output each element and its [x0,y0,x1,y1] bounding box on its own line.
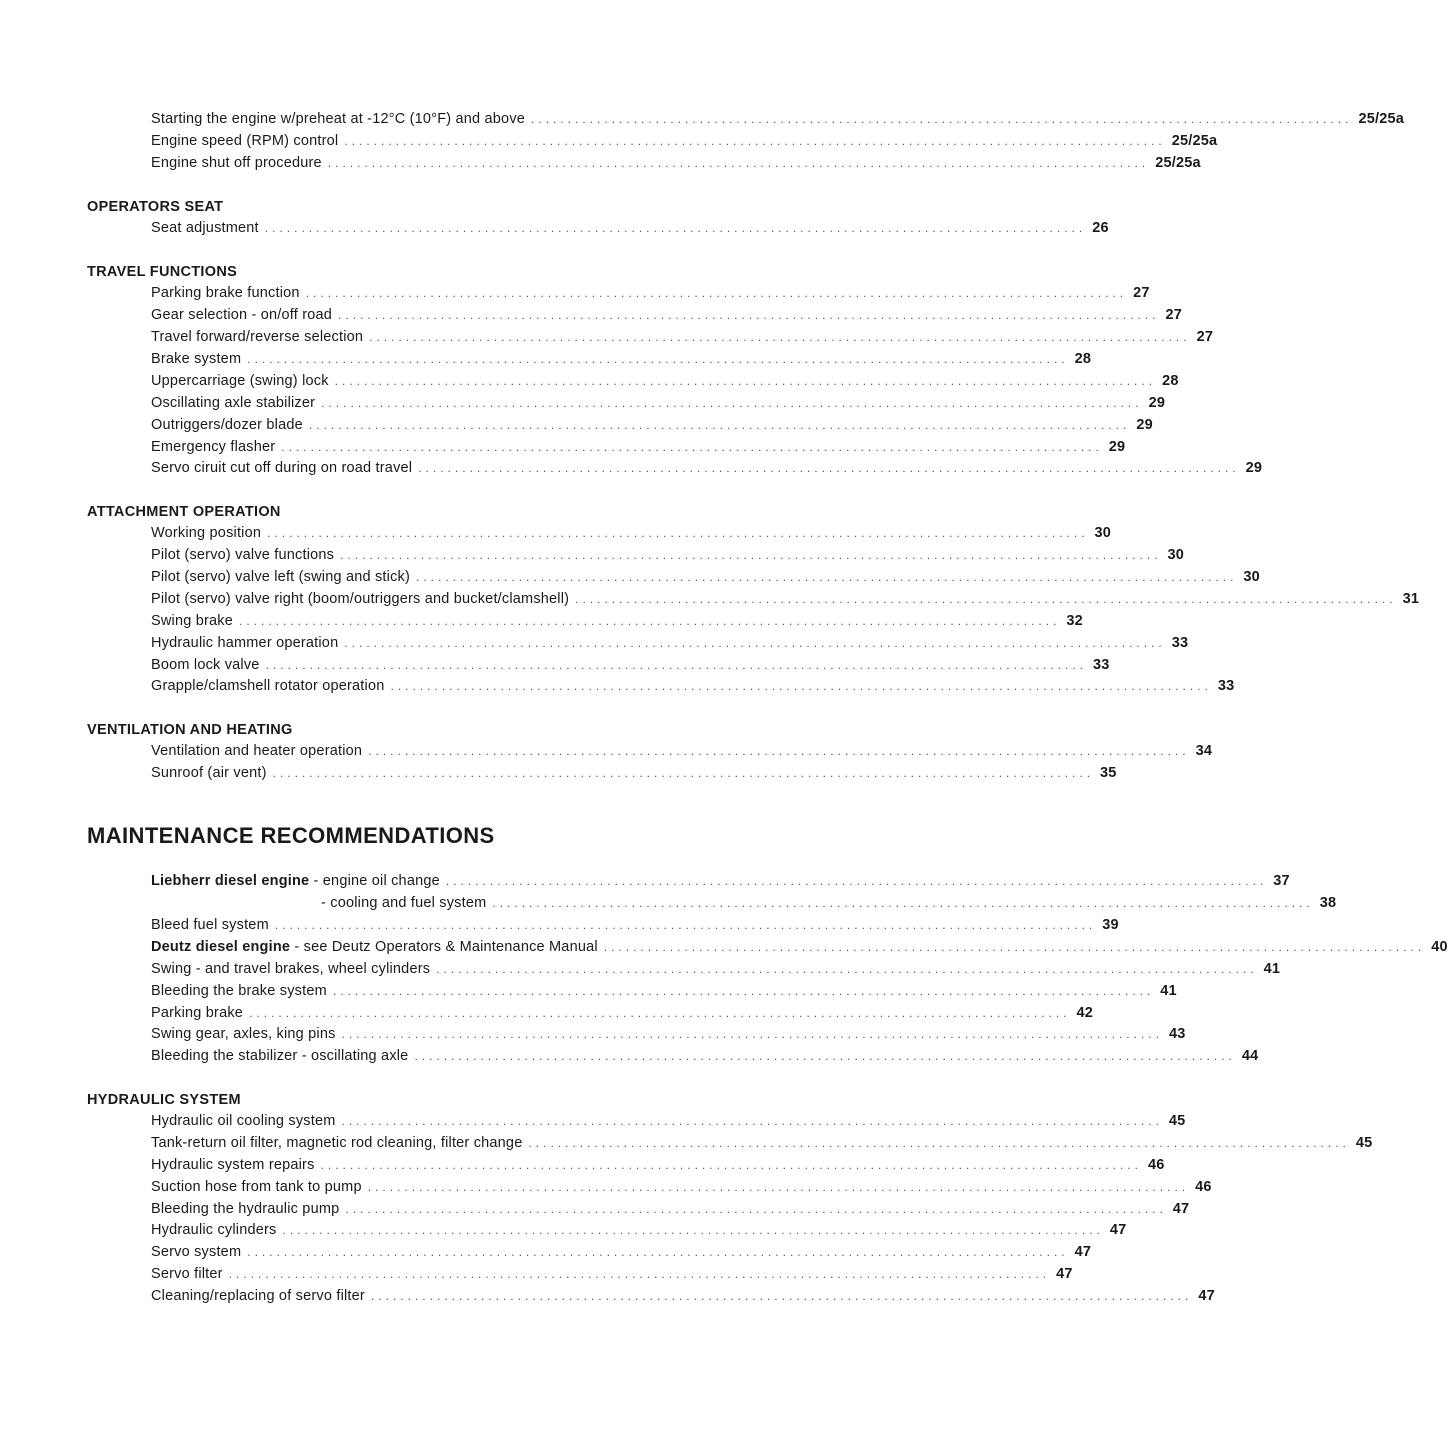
section-heading: ATTACHMENT OPERATION [87,504,281,520]
entry-label: Working position [151,525,262,541]
entry-page: 41 [1263,961,1281,977]
toc-entry [151,525,1112,547]
toc-entry [151,765,1117,787]
entry-page: 45 [1355,1135,1373,1151]
entry-page: 26 [1092,220,1109,236]
leader-dots: ................................................................................................................ [341,1114,1163,1128]
entry-page: 28 [1162,373,1179,389]
entry-label: Parking brake function [151,285,300,301]
entry-bold-label: Deutz diesel engine [151,939,291,955]
entry-label: Tank-return oil filter, magnetic rod cleaning, filter change [151,1135,523,1151]
entry-label: Oscillating axle stabilizer [151,395,316,411]
toc-entry [321,895,1337,917]
toc-entry [151,1005,1094,1027]
entry-page: 33 [1092,657,1110,673]
leader-dots: ................................................................................................................ [265,658,1087,672]
entry-page: 37 [1273,873,1290,889]
entry-bold-label: Liebherr diesel engine [151,873,310,889]
leader-dots: ................................................................................................................ [338,308,1160,322]
leader-dots: ................................................................................................................ [341,1027,1163,1041]
entry-label: Pilot (servo) valve right (boom/outriggers and bucket/clamshell) [151,591,570,607]
entry-page: 28 [1074,351,1092,367]
toc-entry [151,1026,1186,1048]
leader-dots: ................................................................................................................ [344,134,1166,148]
leader-dots: ................................................................................................................ [327,156,1150,170]
leader-dots: ................................................................................................................ [528,1136,1350,1150]
entry-page: 39 [1102,917,1119,933]
entry-page: 47 [1198,1288,1215,1304]
section-heading: OPERATORS SEAT [87,199,224,215]
toc-entry [151,678,1235,700]
toc-entry [151,220,1109,242]
toc-entry [151,1113,1186,1135]
entry-page: 27 [1196,329,1214,345]
toc-entry [151,1135,1373,1157]
entry-label: Seat adjustment [151,220,259,236]
entry-page: 29 [1245,460,1263,476]
entry-label: Servo system [151,1244,242,1260]
leader-dots: ................................................................................................................ [264,221,1087,235]
toc-entry [151,373,1179,395]
entry-label: Grapple/clamshell rotator operation [151,678,385,694]
entry-page: 25/25a [1358,111,1405,127]
entry-label-rest: - engine oil change [309,873,440,889]
entry-page: 47 [1056,1266,1073,1282]
toc-entry [151,983,1177,1005]
entry-page: 45 [1168,1113,1186,1129]
leader-dots: ................................................................................................................ [267,526,1089,540]
toc-entry [151,285,1150,307]
toc-entry [151,329,1214,351]
entry-page: 30 [1094,525,1112,541]
toc-entry [151,395,1166,417]
toc-entry [151,917,1119,939]
entry-label: Uppercarriage (swing) lock [151,373,329,389]
entry-label: Bleed fuel system [151,917,269,933]
toc-entry [151,307,1182,329]
toc-entry [151,961,1281,983]
toc-entry [151,351,1092,373]
toc-entry [151,1048,1259,1070]
entry-label: Pilot (servo) valve functions [151,547,335,563]
leader-dots: ................................................................................................................ [370,1289,1193,1303]
toc-entry [151,417,1153,439]
leader-dots: ................................................................................................................ [281,440,1103,454]
entry-page: 42 [1076,1005,1094,1021]
leader-dots: ................................................................................................................ [367,1180,1190,1194]
entry-label: Bleeding the stabilizer - oscillating axle [151,1048,409,1064]
entry-page: 31 [1402,591,1420,607]
entry-page: 40 [1431,939,1448,955]
toc-entry [151,133,1218,155]
entry-label: Swing gear, axles, king pins [151,1026,336,1042]
entry-page: 41 [1160,983,1177,999]
entry-label: - cooling and fuel system [321,895,487,911]
leader-dots: ................................................................................................................ [272,766,1095,780]
entry-page: 33 [1171,635,1189,651]
entry-page: 29 [1148,395,1166,411]
entry-label: Swing - and travel brakes, wheel cylinders [151,961,431,977]
leader-dots: ................................................................................................................ [321,396,1143,410]
leader-dots: ................................................................................................................ [340,548,1162,562]
entry-page: 43 [1168,1026,1186,1042]
entry-label: Servo ciruit cut off during on road travel [151,460,413,476]
entry-label: Cleaning/replacing of servo filter [151,1288,365,1304]
leader-dots: ................................................................................................................ [305,286,1128,300]
entry-page: 25/25a [1171,133,1218,149]
entry-label: Suction hose from tank to pump [151,1179,362,1195]
entry-page: 44 [1241,1048,1259,1064]
entry-label: Swing brake [151,613,233,629]
entry-label: Bleeding the hydraulic pump [151,1201,340,1217]
section-heading: HYDRAULIC SYSTEM [87,1092,241,1108]
entry-label: Parking brake [151,1005,244,1021]
toc-entry [151,1201,1190,1223]
leader-dots: ................................................................................................................ [418,461,1240,475]
entry-label: Hydraulic system repairs [151,1157,315,1173]
entry-label: Emergency flasher [151,439,276,455]
entry-label [151,939,598,955]
entry-label: Bleeding the brake system [151,983,327,999]
leader-dots: ................................................................................................................ [332,984,1155,998]
entry-page: 29 [1136,417,1153,433]
leader-dots: ................................................................................................................ [228,1267,1051,1281]
entry-label: Brake system [151,351,242,367]
toc-entry [151,743,1213,765]
entry-page: 47 [1172,1201,1190,1217]
entry-page: 35 [1100,765,1117,781]
entry-label: Gear selection - on/off road [151,307,333,323]
toc-entry [151,591,1420,613]
leader-dots: ................................................................................................................ [436,962,1258,976]
entry-label: Engine shut off procedure [151,155,322,171]
entry-page: 30 [1243,569,1260,585]
leader-dots: ................................................................................................................ [414,1049,1236,1063]
entry-page: 47 [1074,1244,1092,1260]
toc-entry [151,1266,1073,1288]
leader-dots: ................................................................................................................ [416,570,1238,584]
leader-dots: ................................................................................................................ [575,592,1397,606]
entry-page: 47 [1109,1222,1127,1238]
entry-label: Hydraulic cylinders [151,1222,277,1238]
toc-entry [151,939,1448,961]
entry-label: Hydraulic hammer operation [151,635,339,651]
entry-label: Boom lock valve [151,657,260,673]
entry-page: 32 [1066,613,1083,629]
toc-entry [151,635,1189,657]
entry-page: 33 [1217,678,1235,694]
toc-entry [151,657,1110,679]
leader-dots: ................................................................................................................ [492,896,1314,910]
entry-page: 30 [1167,547,1185,563]
toc-entry [151,155,1201,177]
entry-label: Ventilation and heater operation [151,743,363,759]
leader-dots: ................................................................................................................ [445,874,1268,888]
entry-page: 25/25a [1155,155,1201,171]
toc-entry [151,547,1185,569]
toc-entry [151,439,1126,461]
entry-page: 34 [1195,743,1213,759]
entry-page: 29 [1108,439,1126,455]
entry-label: Starting the engine w/preheat at -12°C (10°F) and above [151,111,526,127]
leader-dots: ................................................................................................................ [368,744,1190,758]
leader-dots: ................................................................................................................ [308,418,1131,432]
leader-dots: ................................................................................................................ [390,679,1212,693]
leader-dots: ................................................................................................................ [282,1223,1104,1237]
section-heading: TRAVEL FUNCTIONS [87,264,238,280]
entry-label: Outriggers/dozer blade [151,417,303,433]
entry-label-rest: - see Deutz Operators & Maintenance Manual [290,939,598,955]
toc-entry [151,1157,1165,1179]
entry-label: Pilot (servo) valve left (swing and stick) [151,569,411,585]
entry-label: Engine speed (RPM) control [151,133,339,149]
toc-entry [151,111,1405,133]
toc-entry [151,569,1260,591]
entry-label [151,873,440,889]
toc-entry [151,1288,1215,1310]
section-heading: VENTILATION AND HEATING [87,722,293,738]
leader-dots: ................................................................................................................ [344,636,1166,650]
leader-dots: ................................................................................................................ [531,112,1353,126]
leader-dots: ................................................................................................................ [247,352,1069,366]
leader-dots: ................................................................................................................ [369,330,1191,344]
leader-dots: ................................................................................................................ [334,374,1157,388]
toc-entry [151,460,1263,482]
leader-dots: ................................................................................................................ [320,1158,1142,1172]
leader-dots: ................................................................................................................ [249,1006,1071,1020]
leader-dots: ................................................................................................................ [239,614,1061,628]
leader-dots: ................................................................................................................ [345,1202,1167,1216]
chapter-heading: MAINTENANCE RECOMMENDATIONS [87,823,495,848]
leader-dots: ................................................................................................................ [274,918,1097,932]
entry-page: 46 [1195,1179,1212,1195]
toc-entry [151,613,1083,635]
entry-page: 27 [1133,285,1150,301]
entry-label: Travel forward/reverse selection [151,329,364,345]
entry-page: 46 [1147,1157,1165,1173]
entry-label: Hydraulic oil cooling system [151,1113,336,1129]
entry-page: 38 [1319,895,1337,911]
toc-entry [151,1222,1127,1244]
entry-page: 27 [1165,307,1182,323]
toc-entry [151,1179,1212,1201]
entry-label: Sunroof (air vent) [151,765,267,781]
leader-dots: ................................................................................................................ [603,940,1426,954]
leader-dots: ................................................................................................................ [247,1245,1069,1259]
toc-entry [151,1244,1092,1266]
toc-entry [151,873,1290,895]
entry-label: Servo filter [151,1266,223,1282]
